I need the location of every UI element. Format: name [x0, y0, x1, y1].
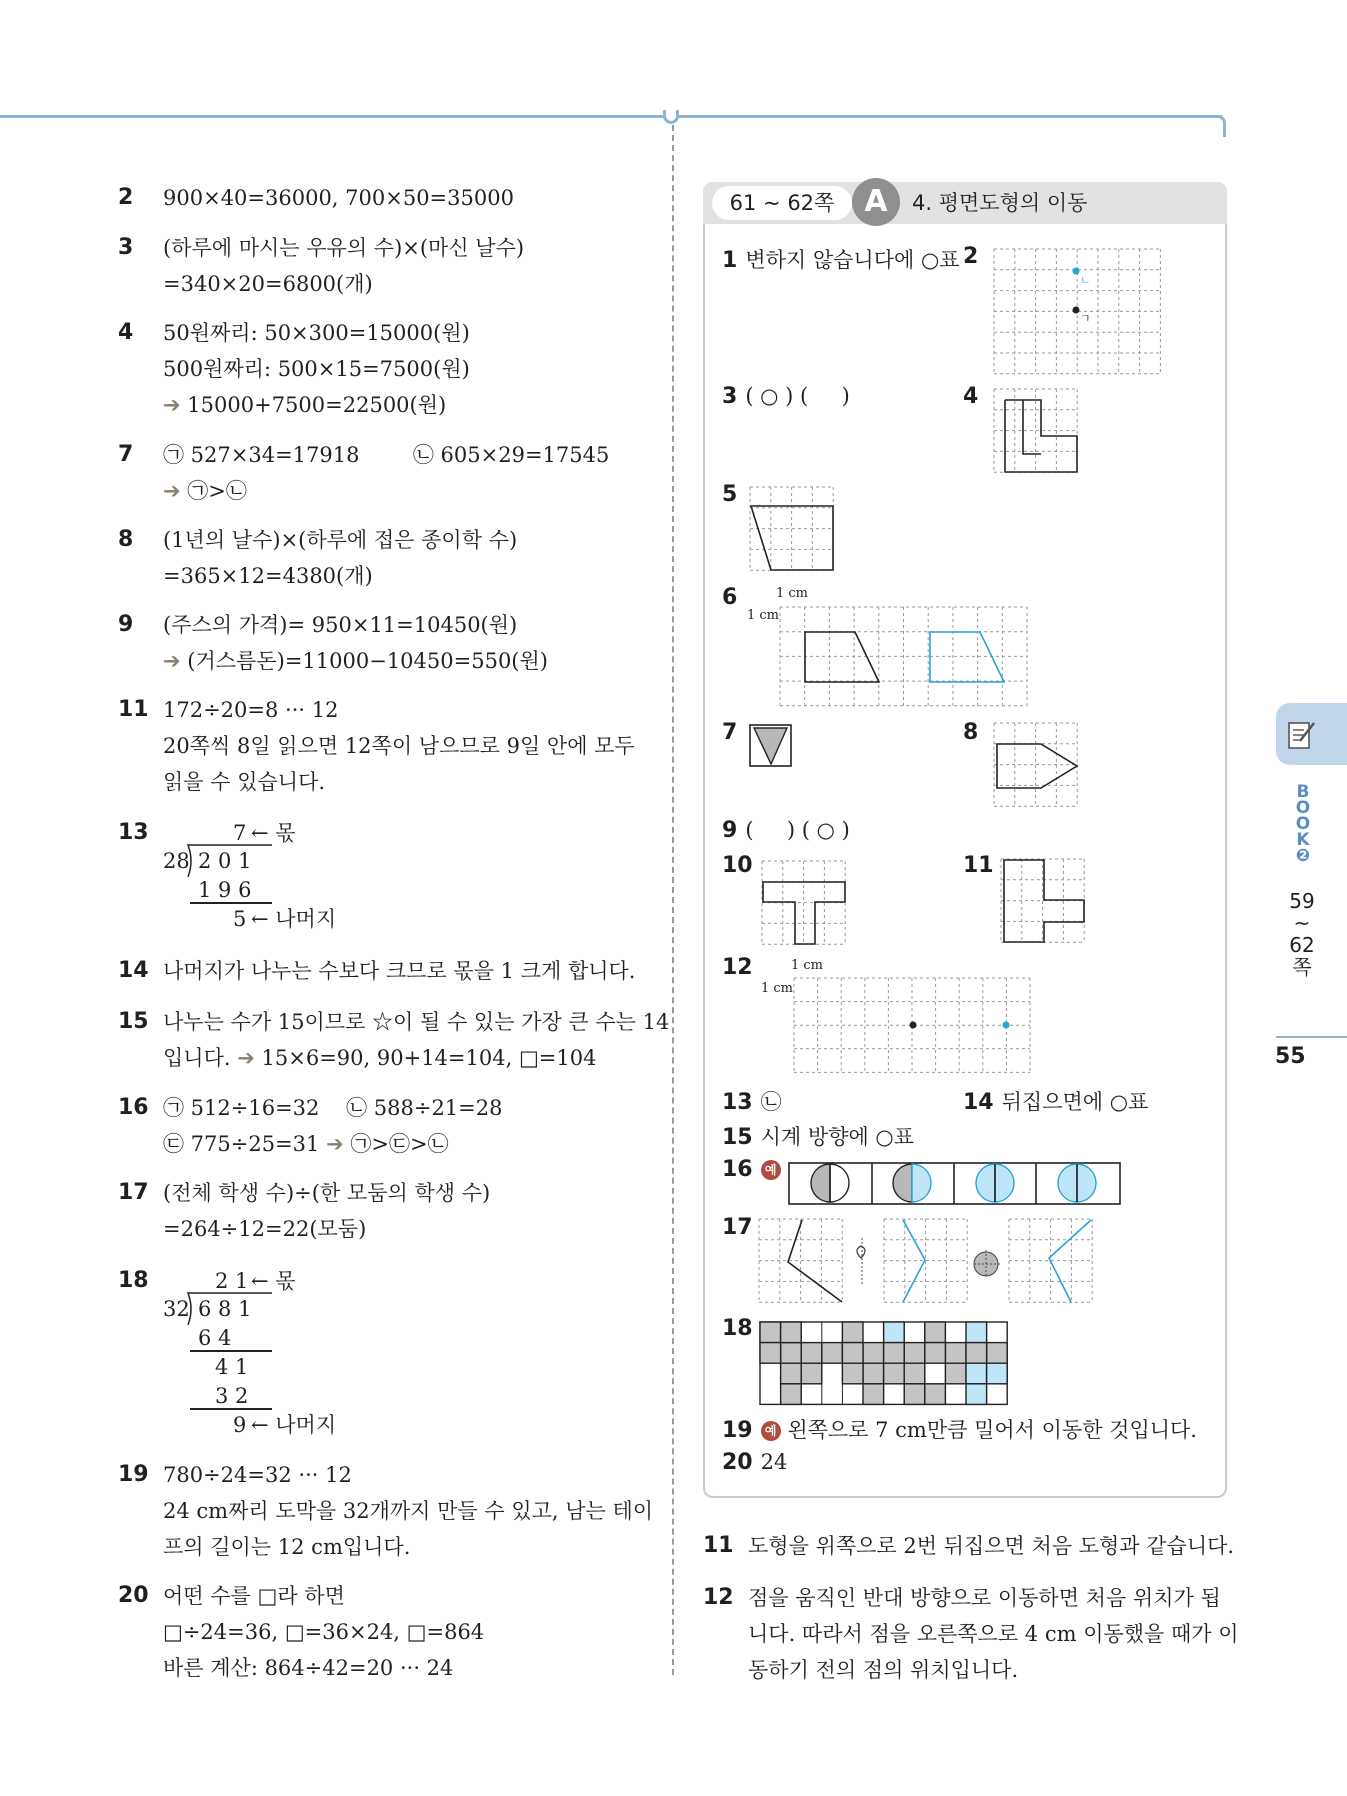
answer-line: 나머지가 나누는 수보다 크므로 몫을 1 크게 합니다. [163, 959, 636, 983]
answer-9 [118, 607, 548, 679]
pattern-cell [822, 1343, 843, 1364]
answer-line: (1년의 날수)×(하루에 접은 종이학 수) [163, 528, 518, 552]
answer-line: =264÷12=22(모둠) [163, 1217, 367, 1241]
pattern-cell [863, 1343, 884, 1364]
grid-figure-11 [1000, 858, 1086, 944]
remainder: 9 [233, 1413, 247, 1437]
answer-number: 11 [703, 1533, 734, 1558]
pattern-cell [987, 1363, 1008, 1384]
answer-p15: 15 시계 방향에 ○표 [722, 1125, 915, 1150]
answer-line: 780÷24=32 ··· 12 [163, 1463, 352, 1487]
answer-line: 점을 움직인 반대 방향으로 이동하면 처음 위치가 됩 [748, 1586, 1221, 1610]
quotient-label: ← 몫 [251, 1269, 296, 1293]
answer-line: ㉠>㉡ [187, 479, 247, 503]
answer-p20: 20 24 [722, 1450, 788, 1475]
answer-p18: 18 [722, 1316, 753, 1341]
grid-figure-2 [993, 248, 1163, 376]
pattern-cell [781, 1384, 802, 1405]
answer-line: 500원짜리: 500×15=7500(원) [163, 357, 470, 381]
unit-label: 1 cm [761, 981, 794, 996]
answer-p19: 19 예 왼쪽으로 7 cm만큼 밀어서 이동한 것입니다. [722, 1418, 1197, 1443]
answer-number: 16 [118, 1095, 149, 1120]
answer-p7: 7 [722, 720, 738, 745]
answer-p14: 14 뒤집으면에 ○표 [963, 1090, 1149, 1115]
answer-line: =365×12=4380(개) [163, 564, 373, 588]
answer-p8: 8 [963, 720, 979, 745]
book-label: B O O K ❷ [1295, 782, 1311, 866]
answer-line: 바른 계산: 864÷42=20 ··· 24 [163, 1656, 454, 1680]
pattern-cell [760, 1343, 781, 1364]
answer-p10: 10 [722, 853, 753, 878]
answer-line: ㉠ 527×34=17918 ㉡ 605×29=17545 [163, 443, 610, 467]
answer-19 [118, 1457, 653, 1565]
pattern-cell [863, 1384, 884, 1405]
pattern-cell [884, 1322, 905, 1343]
answer-14 [118, 953, 635, 989]
pattern-cell [966, 1343, 987, 1364]
answer-number: 7 [118, 442, 134, 467]
subtract-line: 3 2 [215, 1384, 249, 1408]
grid-figure-12 [793, 977, 1033, 1077]
pattern-cell [760, 1322, 781, 1343]
answer-line: 24 cm짜리 도막을 32개까지 만들 수 있고, 남는 테이 [163, 1499, 654, 1523]
answer-number: 9 [118, 612, 134, 637]
subtract-line: 6 4 [198, 1326, 232, 1350]
answer-number: 20 [118, 1583, 149, 1608]
answer-number: 13 [118, 820, 149, 845]
grid-figure-5 [749, 486, 835, 572]
side-tab [1276, 703, 1347, 765]
answer-line: =340×20=6800(개) [163, 272, 373, 296]
example-badge: 예 [761, 1421, 781, 1441]
answer-line: 900×40=36000, 700×50=35000 [163, 186, 514, 210]
answer-line: 읽을 수 있습니다. [163, 770, 326, 794]
answer-17 [118, 1175, 490, 1247]
remainder: 5 [233, 907, 247, 931]
dividend: 6 8 1 [198, 1297, 252, 1321]
explanation-11 [703, 1528, 1234, 1564]
answer-line: 도형을 위쪽으로 2번 뒤집으면 처음 도형과 같습니다. [748, 1534, 1235, 1558]
grid-figure-8 [993, 722, 1079, 808]
answer-p12: 12 [722, 955, 753, 980]
quotient: 7 [233, 821, 247, 845]
answer-p17: 17 [722, 1215, 753, 1240]
remainder-label: ← 나머지 [251, 1413, 337, 1437]
pattern-cell [842, 1322, 863, 1343]
answer-number: 12 [703, 1585, 734, 1610]
answer-p11: 11 [963, 853, 994, 878]
label-ㄱ: ㄱ [1080, 312, 1091, 325]
answer-number: 18 [118, 1268, 149, 1293]
answer-16 [118, 1090, 503, 1162]
pattern-cell [863, 1363, 884, 1384]
answer-number: 17 [118, 1180, 149, 1205]
notebook-pencil-icon [1286, 717, 1318, 751]
pattern-cell [801, 1343, 822, 1364]
answer-15 [118, 1004, 669, 1076]
pattern-cell [884, 1343, 905, 1364]
answer-line: (거스름돈)=11000−10450=550(원) [187, 649, 548, 673]
answer-20 [118, 1578, 484, 1686]
answer-line: 입니다. [163, 1046, 231, 1070]
subtract-line: 1 9 6 [198, 878, 252, 902]
figure-16 [788, 1162, 1122, 1206]
pattern-cell [966, 1363, 987, 1384]
pattern-cell [884, 1363, 905, 1384]
quotient-label: ← 몫 [251, 821, 296, 845]
answer-p1: 1 변하지 않습니다에 ○표 [722, 248, 960, 273]
answer-line: 172÷20=8 ··· 12 [163, 698, 339, 722]
answer-11 [118, 692, 635, 800]
unit-label: 1 cm [776, 586, 809, 601]
answer-number: 8 [118, 527, 134, 552]
explanation-12 [703, 1580, 1239, 1688]
grid-figure-4 [993, 388, 1079, 474]
pattern-cell [945, 1363, 966, 1384]
subtract-line: 4 1 [215, 1355, 249, 1379]
unit-label: 1 cm [791, 958, 824, 973]
answer-number: 19 [118, 1462, 149, 1487]
answer-line: 니다. 따라서 점을 오른쪽으로 4 cm 이동했을 때가 이 [748, 1622, 1239, 1646]
divisor: 32 [163, 1297, 190, 1321]
pattern-cell [925, 1384, 946, 1405]
top-rule-end [1218, 115, 1226, 137]
answer-line: (하루에 마시는 우유의 수)×(마신 날수) [163, 236, 525, 260]
pattern-cell [904, 1384, 925, 1405]
answer-line: 나누는 수가 15이므로 ☆이 될 수 있는 가장 큰 수는 14 [163, 1010, 670, 1034]
pattern-cell [925, 1322, 946, 1343]
column-divider [672, 125, 674, 1675]
answer-number: 14 [118, 958, 149, 983]
answer-line: 20쪽씩 8일 읽으면 12쪽이 남으므로 9일 안에 모두 [163, 734, 635, 758]
arrow-icon: ➔ [326, 1132, 344, 1156]
grid-figure-10 [761, 860, 847, 946]
answer-line: 50원짜리: 50×300=15000(원) [163, 321, 470, 345]
answer-p9: 9 ( ) ( ○ ) [722, 818, 850, 843]
answer-8 [118, 522, 517, 594]
answer-p13: 13 ㉡ [722, 1090, 782, 1115]
pattern-cell [801, 1363, 822, 1384]
pattern-cell [904, 1343, 925, 1364]
divisor: 28 [163, 849, 190, 873]
arrow-icon: ➔ [237, 1046, 255, 1070]
answer-number: 4 [118, 320, 134, 345]
answer-line: 어떤 수를 □라 하면 [163, 1584, 345, 1608]
page-range-pill: 61 ~ 62쪽 [712, 186, 852, 220]
grid-figure-6 [779, 606, 1029, 708]
answer-13-division [118, 815, 418, 945]
pattern-cell [966, 1384, 987, 1405]
answer-line: 15000+7500=22500(원) [187, 393, 447, 417]
pattern-cell [945, 1343, 966, 1364]
answer-2 [118, 180, 514, 216]
side-page-range: 59 ~ 62 쪽 [1289, 889, 1315, 979]
answer-line: ㉢ 775÷25=31 [163, 1132, 320, 1156]
pattern-cell [781, 1363, 802, 1384]
answer-number: 15 [118, 1009, 149, 1034]
answer-p5: 5 [722, 482, 738, 507]
answer-number: 11 [118, 697, 149, 722]
answer-p6: 6 [722, 585, 738, 610]
pattern-cell [842, 1343, 863, 1364]
answer-p2: 2 [963, 244, 979, 269]
answer-p4: 4 [963, 384, 979, 409]
figure-18 [759, 1321, 1011, 1407]
pattern-cell [842, 1363, 863, 1384]
arrow-icon: ➔ [163, 649, 181, 673]
pattern-cell [781, 1322, 802, 1343]
answer-3 [118, 230, 524, 302]
example-badge: 예 [761, 1160, 781, 1180]
figure-7 [749, 724, 793, 768]
arrow-icon: ➔ [163, 479, 181, 503]
page-number: 55 [1275, 1044, 1306, 1069]
answer-line: ㉠ 512÷16=32 ㉡ 588÷21=28 [163, 1096, 503, 1120]
pattern-cell [925, 1343, 946, 1364]
label-ㄴ: ㄴ [1080, 274, 1091, 287]
answer-line: 프의 길이는 12 cm입니다. [163, 1535, 411, 1559]
unit-label: 1 cm [747, 608, 780, 623]
pattern-cell [781, 1343, 802, 1364]
arrow-icon: ➔ [163, 393, 181, 417]
pattern-cell [904, 1363, 925, 1384]
answer-line: 15×6=90, 90+14=104, □=104 [261, 1046, 597, 1070]
answer-p16: 16 예 [722, 1157, 781, 1182]
answer-line: (전체 학생 수)÷(한 모둠의 학생 수) [163, 1181, 491, 1205]
figure-17 [758, 1218, 1098, 1304]
answer-line: ㉠>㉢>㉡ [350, 1132, 449, 1156]
dividend: 2 0 1 [198, 849, 252, 873]
answer-line: (주스의 가격)= 950×11=10450(원) [163, 613, 518, 637]
answer-4 [118, 315, 470, 423]
pattern-cell [966, 1322, 987, 1343]
top-rule [0, 115, 1222, 118]
answer-line: □÷24=36, □=36×24, □=864 [163, 1620, 485, 1644]
answer-line: 동하기 전의 점의 위치입니다. [748, 1658, 1019, 1682]
side-rule [1276, 1036, 1347, 1038]
level-badge: A [852, 178, 900, 226]
remainder-label: ← 나머지 [251, 907, 337, 931]
answer-18-division [118, 1263, 418, 1448]
pattern-cell [987, 1343, 1008, 1364]
quotient: 2 1 [215, 1269, 249, 1293]
answer-number: 3 [118, 235, 134, 260]
answer-7 [118, 437, 609, 509]
answer-number: 2 [118, 185, 134, 210]
panel-title: 4. 평면도형의 이동 [912, 191, 1088, 215]
top-rule-notch [663, 110, 679, 124]
answer-p3: 3 ( ○ ) ( ) [722, 384, 850, 409]
